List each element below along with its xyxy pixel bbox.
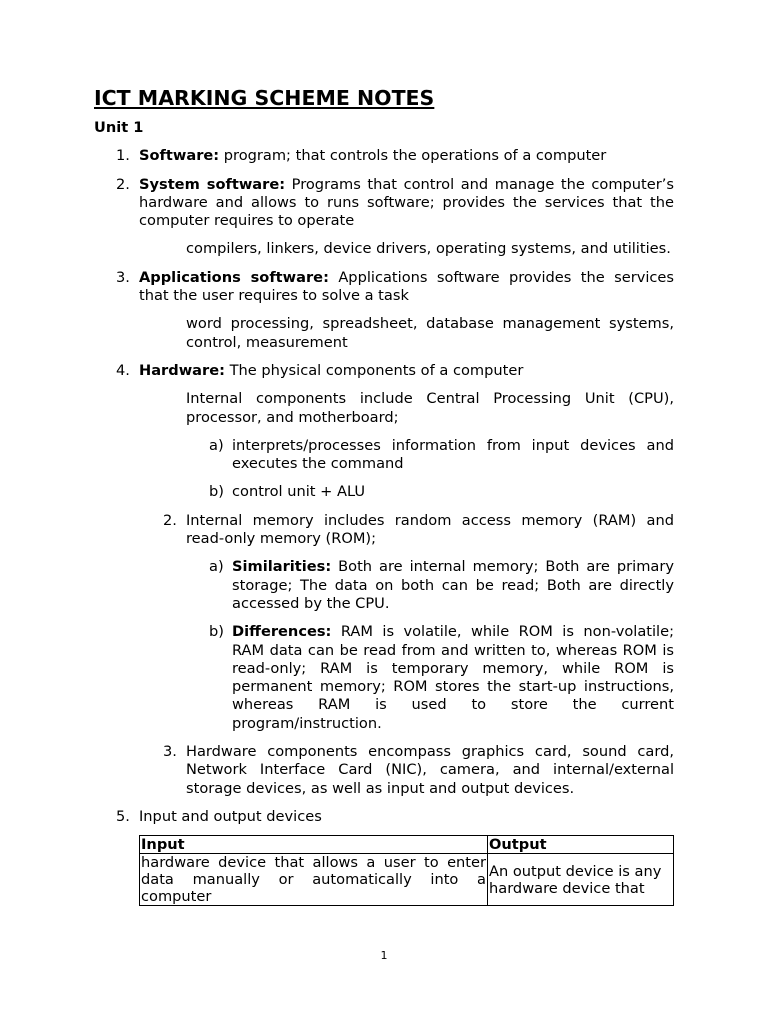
page-title: ICT MARKING SCHEME NOTES	[94, 86, 435, 110]
term-label: Differences:	[232, 623, 332, 641]
list-item-applications-software: 3. Applications software: Applications software provides the services that the user requires to solve a task	[116, 268, 674, 305]
hardware-sub-item-components: 3. Hardware components encompass graphics card, sound card, Network Interface Card (NIC), camera, and internal/external storage devices, as well as input and output devices.	[163, 743, 674, 797]
list-item-hardware: 4. Hardware: The physical components of a computer	[116, 361, 524, 379]
cpu-point-b: b) control unit + ALU	[209, 483, 366, 501]
memory-differences: b) Differences: RAM is volatile, while ROM is non-volatile; RAM data can be read from and written to, whereas ROM is read-only; RAM is temporary memory, while ROM is permanent memory; ROM stores the start-up instructions, whereas RAM is used to store the current program/instruction.	[209, 623, 674, 732]
term-label: Similarities:	[232, 558, 332, 576]
table-header-row	[140, 836, 674, 854]
system-software-examples: compilers, linkers, device drivers, operating systems, and utilities.	[186, 240, 671, 258]
term-label: Hardware:	[139, 361, 225, 379]
list-item-software: 1. Software: program; that controls the operations of a computer	[116, 147, 607, 165]
internal-components-note: Internal components include Central Processing Unit (CPU), processor, and motherboard;	[186, 390, 674, 426]
input-output-table	[139, 835, 674, 906]
main-list	[94, 147, 674, 826]
table-row	[140, 854, 674, 906]
table-cell-input: hardware device that allows a user to enter data manually or automatically into a computer	[141, 854, 486, 906]
term-label: Applications software:	[139, 268, 329, 286]
unit-heading: Unit 1	[94, 119, 144, 136]
table-header-input: Input	[140, 836, 488, 854]
table-cell-output: An output device is any hardware device that	[488, 854, 674, 906]
applications-software-examples: word processing, spreadsheet, database management systems, control, measurement	[186, 315, 674, 351]
list-item-system-software: 2. System software: Programs that control and manage the computer’s hardware and allows to runs software; provides the services that the computer requires to operate	[116, 175, 675, 230]
term-label: Software:	[139, 147, 220, 165]
list-item-input-output: 5. Input and output devices	[116, 807, 322, 825]
table-header-output: Output	[488, 836, 674, 854]
memory-similarities: a) Similarities: Both are internal memory; Both are primary storage; The data on both can be read; Both are directly accessed by the CPU.	[209, 558, 674, 612]
term-label: System software:	[139, 175, 286, 193]
document-body	[94, 86, 674, 906]
hardware-sub-item-memory: 2. Internal memory includes random access memory (RAM) and read-only memory (ROM);	[163, 511, 674, 548]
page-number: 1	[380, 949, 388, 962]
cpu-point-a: a) interprets/processes information from input devices and executes the command	[209, 436, 674, 473]
